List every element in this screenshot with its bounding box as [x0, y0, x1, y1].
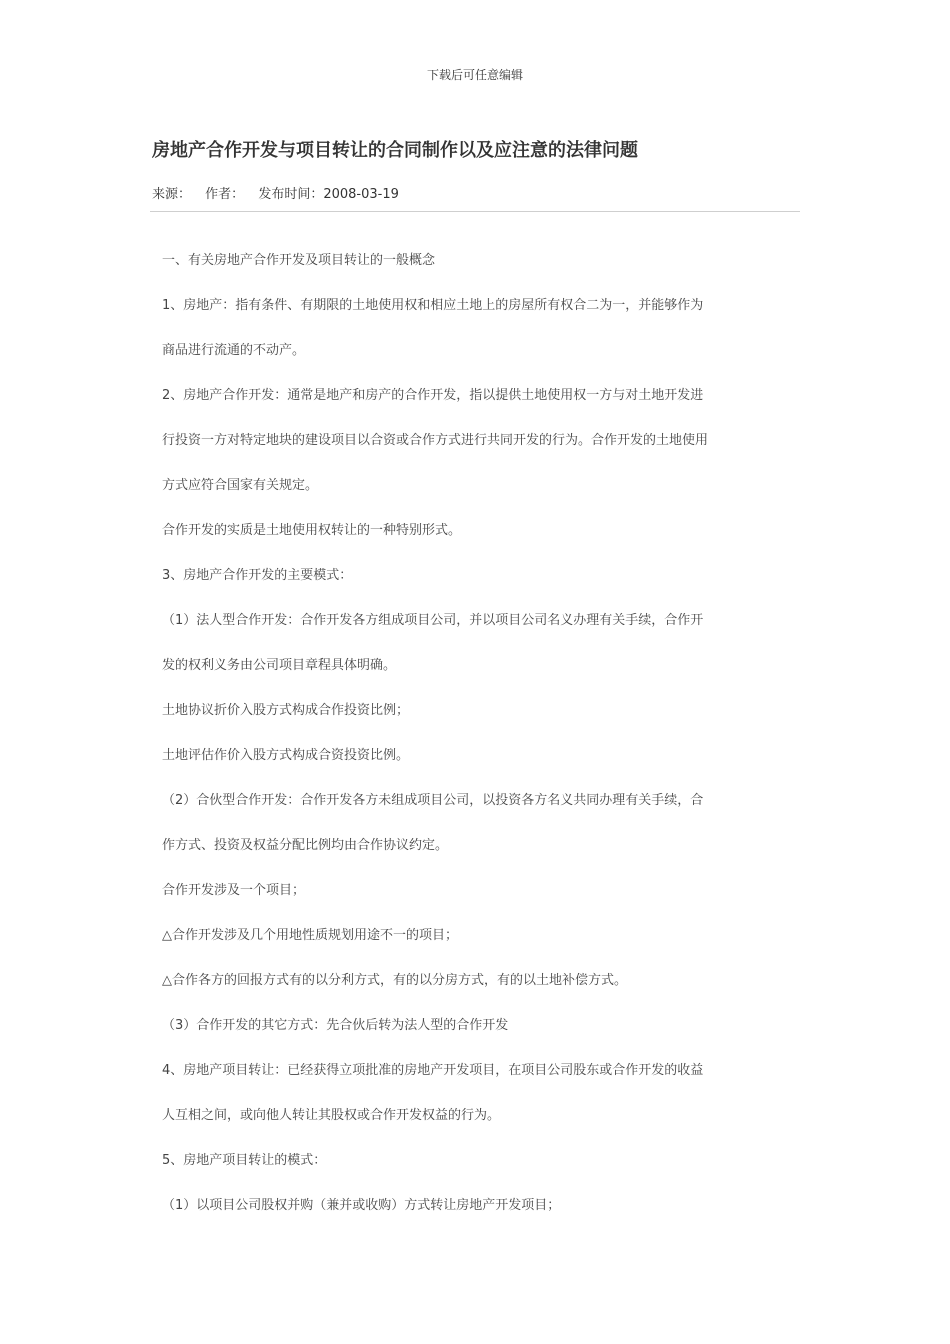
body-line: 3、房地产合作开发的主要模式： [162, 568, 353, 583]
body-line: △合作开发涉及几个用地性质规划用途不一的项目； [162, 928, 458, 943]
body-line: 商品进行流通的不动产。 [162, 343, 306, 358]
body-line: 一、有关房地产合作开发及项目转让的一般概念 [162, 253, 436, 268]
body-line: 发的权利义务由公司项目章程具体明确。 [162, 658, 397, 673]
body-line: 4、房地产项目转让：已经获得立项批准的房地产开发项目，在项目公司股东或合作开发的收益 [162, 1063, 704, 1078]
body-line: 2、房地产合作开发：通常是地产和房产的合作开发，指以提供土地使用权一方与对土地开发进 [162, 388, 704, 403]
body-line: 合作开发的实质是土地使用权转让的一种特别形式。 [162, 523, 462, 538]
body-line: △合作各方的回报方式有的以分利方式，有的以分房方式，有的以土地补偿方式。 [162, 973, 627, 988]
body-line: 合作开发涉及一个项目； [162, 883, 306, 898]
body-line: 方式应符合国家有关规定。 [162, 478, 319, 493]
body-line: 1、房地产：指有条件、有期限的土地使用权和相应土地上的房屋所有权合二为一，并能够作为 [162, 298, 704, 313]
meta-source: 来源： [152, 187, 192, 202]
body-line: 行投资一方对特定地块的建设项目以合资或合作方式进行共同开发的行为。合作开发的土地使用 [162, 433, 709, 448]
meta-author: 作者： [205, 187, 245, 202]
meta-published: 发布时间：2008-03-19 [258, 187, 399, 202]
article-title: 房地产合作开发与项目转让的合同制作以及应注意的法律问题 [152, 140, 638, 161]
article-meta [152, 183, 812, 202]
body-line: （2）合伙型合作开发：合作开发各方未组成项目公司，以投资各方名义共同办理有关手续，合 [162, 793, 704, 808]
body-line: 5、房地产项目转让的模式： [162, 1153, 327, 1168]
body-line: 土地协议折价入股方式构成合作投资比例； [162, 703, 410, 718]
body-line: （1）法人型合作开发：合作开发各方组成项目公司，并以项目公司名义办理有关手续，合作开 [162, 613, 704, 628]
article-body [162, 238, 802, 1228]
title-divider [150, 211, 800, 212]
body-line: 人互相之间，或向他人转让其股权或合作开发权益的行为。 [162, 1108, 501, 1123]
body-line: （1）以项目公司股权并购（兼并或收购）方式转让房地产开发项目； [162, 1198, 561, 1213]
body-line: 作方式、投资及权益分配比例均由合作协议约定。 [162, 838, 449, 853]
body-line: 土地评估作价入股方式构成合资投资比例。 [162, 748, 410, 763]
header-note: 下载后可任意编辑 [426, 68, 523, 82]
body-line: （3）合作开发的其它方式：先合伙后转为法人型的合作开发 [162, 1018, 509, 1033]
